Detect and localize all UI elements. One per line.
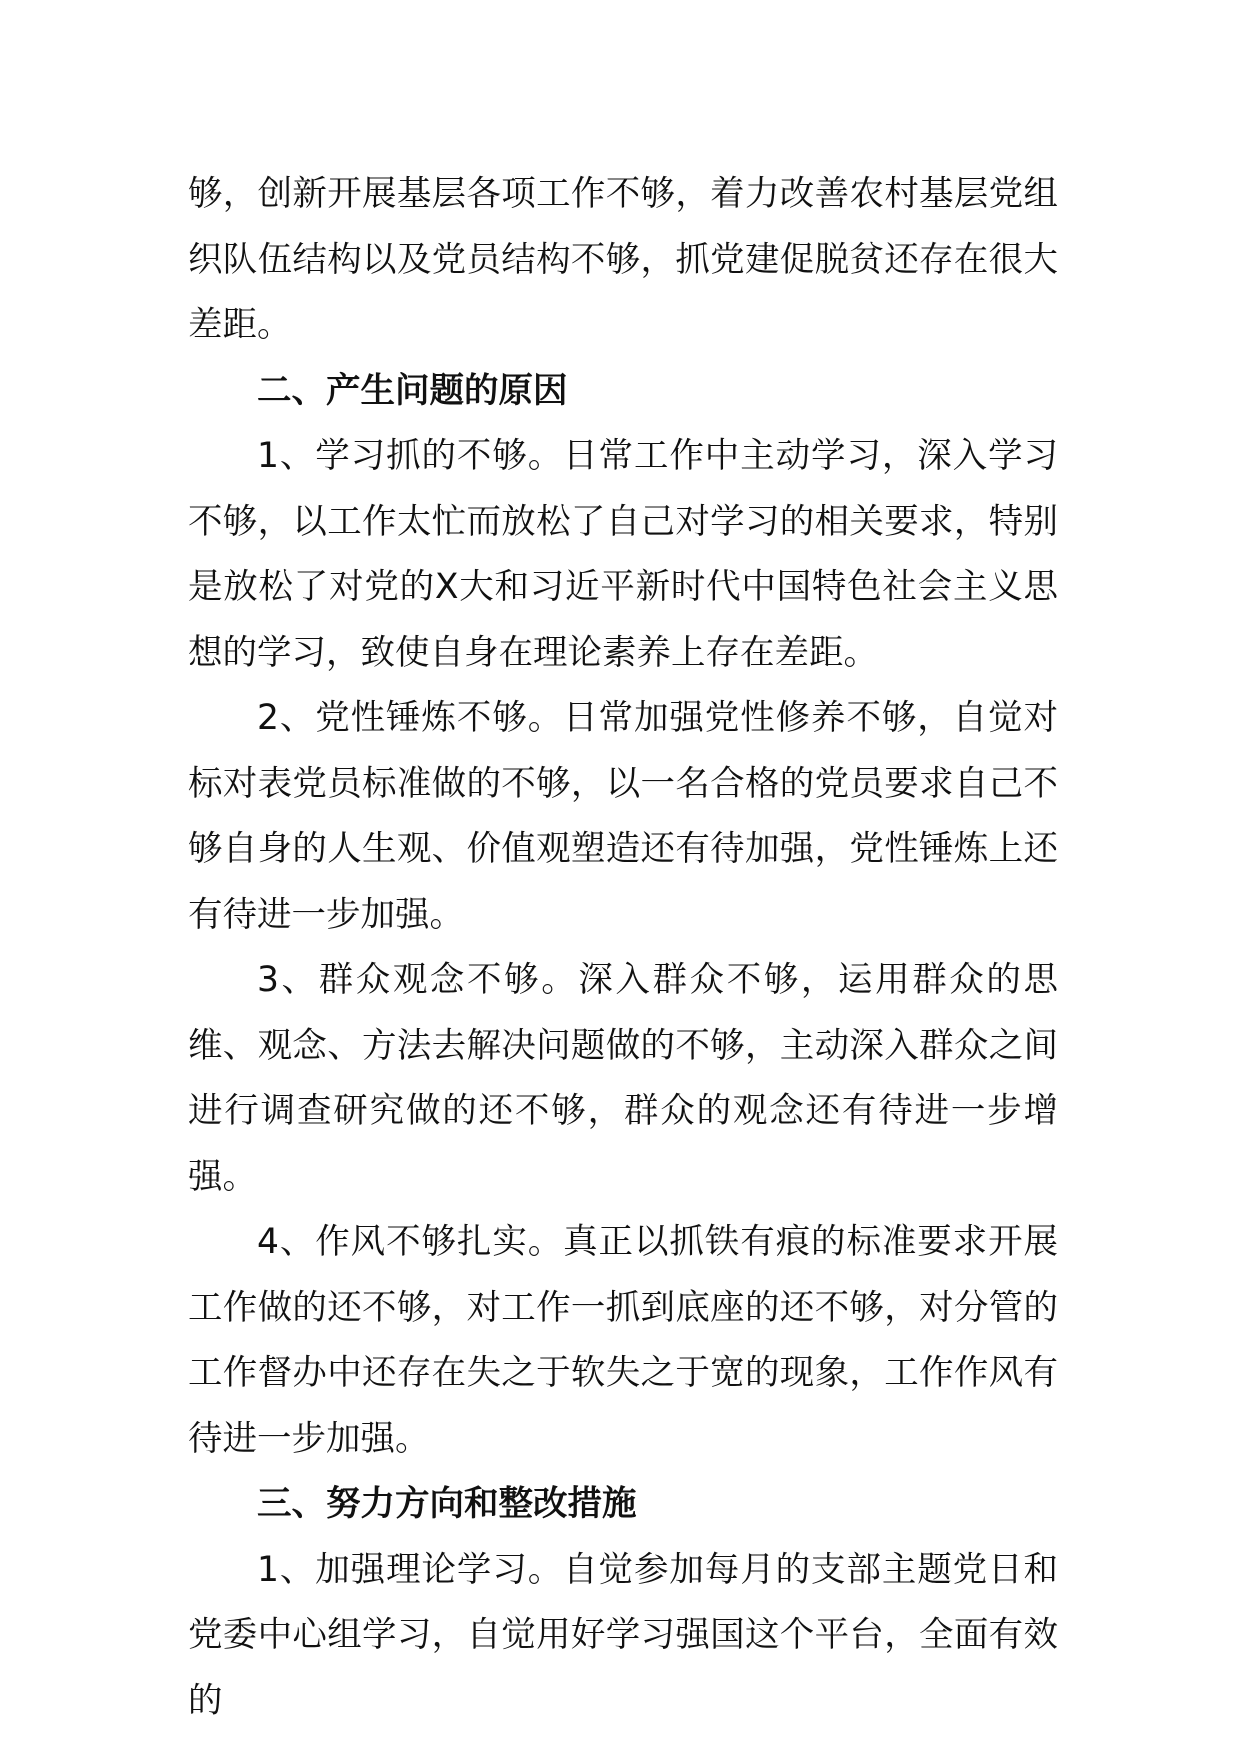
paragraph-cause-4: 4、作风不够扎实。真正以抓铁有痕的标准要求开展工作做的还不够，对工作一抓到底座的还不够，对分管的工作督办中还存在失之于软失之于宽的现象，工作作风有待进一步加强。 [188, 1222, 1058, 1459]
paragraph-continued: 够，创新开展基层各项工作不够，着力改善农村基层党组织队伍结构以及党员结构不够，抓党建促脱贫还存在很大差距。 [188, 174, 1058, 345]
document-body [188, 162, 1058, 1734]
paragraph-cause-1: 1、学习抓的不够。日常工作中主动学习，深入学习不够，以工作太忙而放松了自己对学习的相关要求，特别是放松了对党的X大和习近平新时代中国特色社会主义思想的学习，致使自身在理论素养上存在差距。 [188, 436, 1058, 673]
paragraph-cause-3: 3、群众观念不够。深入群众不够，运用群众的思维、观念、方法去解决问题做的不够，主动深入群众之间进行调查研究做的还不够，群众的观念还有待进一步增强。 [188, 960, 1058, 1197]
section-heading-measures: 三、努力方向和整改措施 [257, 1484, 637, 1524]
paragraph-measure-1: 1、加强理论学习。自觉参加每月的支部主题党日和党委中心组学习，自觉用好学习强国这个平台，全面有效的 [188, 1549, 1058, 1721]
paragraph-cause-2: 2、党性锤炼不够。日常加强党性修养不够，自觉对标对表党员标准做的不够，以一名合格的党员要求自己不够自身的人生观、价值观塑造还有待加强，党性锤炼上还有待进一步加强。 [188, 698, 1058, 935]
section-heading-causes: 二、产生问题的原因 [257, 370, 568, 411]
